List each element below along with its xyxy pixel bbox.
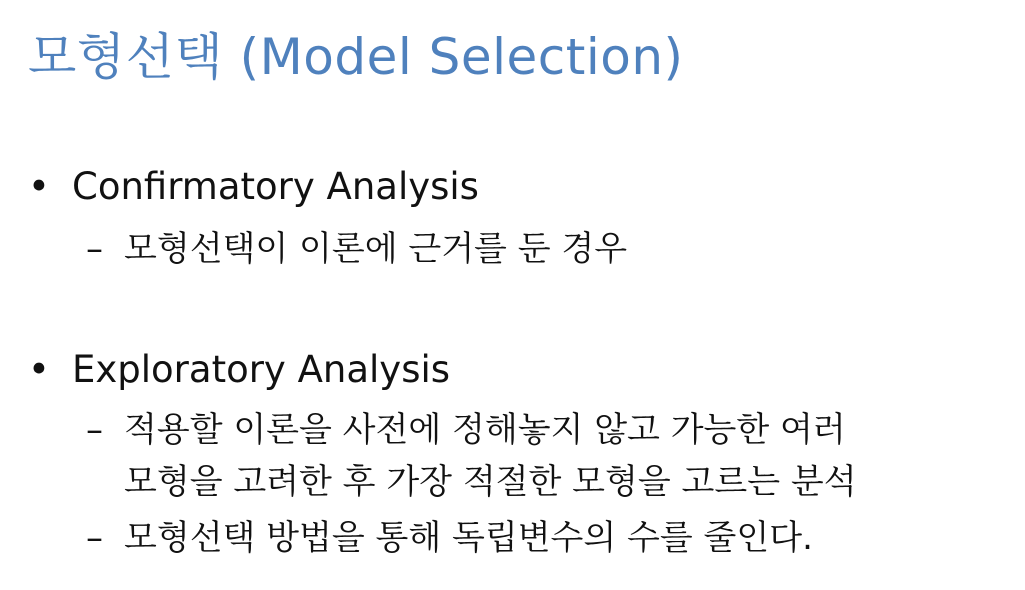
- bullet-confirmatory: [28, 165, 1008, 281]
- sub-list: [28, 404, 1008, 570]
- sub-text: 모형선택이 이론에 근거를 둔 경우: [124, 229, 628, 269]
- sub-text: [124, 404, 1004, 508]
- sub-text: 모형선택 방법을 통해 독립변수의 수를 줄인다.: [124, 518, 813, 558]
- bullet-row: [28, 348, 1008, 392]
- sub-marker: –: [86, 518, 103, 558]
- slide-title: 모형선택 (Model Selection): [28, 28, 684, 86]
- bullet-marker: •: [28, 348, 50, 391]
- bullet-marker: •: [28, 165, 50, 208]
- bullet-label: Exploratory Analysis: [72, 348, 451, 391]
- sub-marker: –: [86, 410, 103, 450]
- sub-marker: –: [86, 229, 103, 269]
- sub-item: [28, 223, 1008, 281]
- sub-item: [28, 512, 1008, 570]
- sub-item: [28, 404, 1008, 512]
- sub-list: [28, 223, 1008, 281]
- bullet-exploratory: [28, 348, 1008, 570]
- bullet-label: Confirmatory Analysis: [72, 165, 479, 208]
- sub-text-line: 적용할 이론을 사전에 정해놓지 않고 가능한 여러: [124, 410, 846, 450]
- sub-text-line: 모형을 고려한 후 가장 적절한 모형을 고르는 분석: [124, 462, 857, 502]
- bullet-row: [28, 165, 1008, 209]
